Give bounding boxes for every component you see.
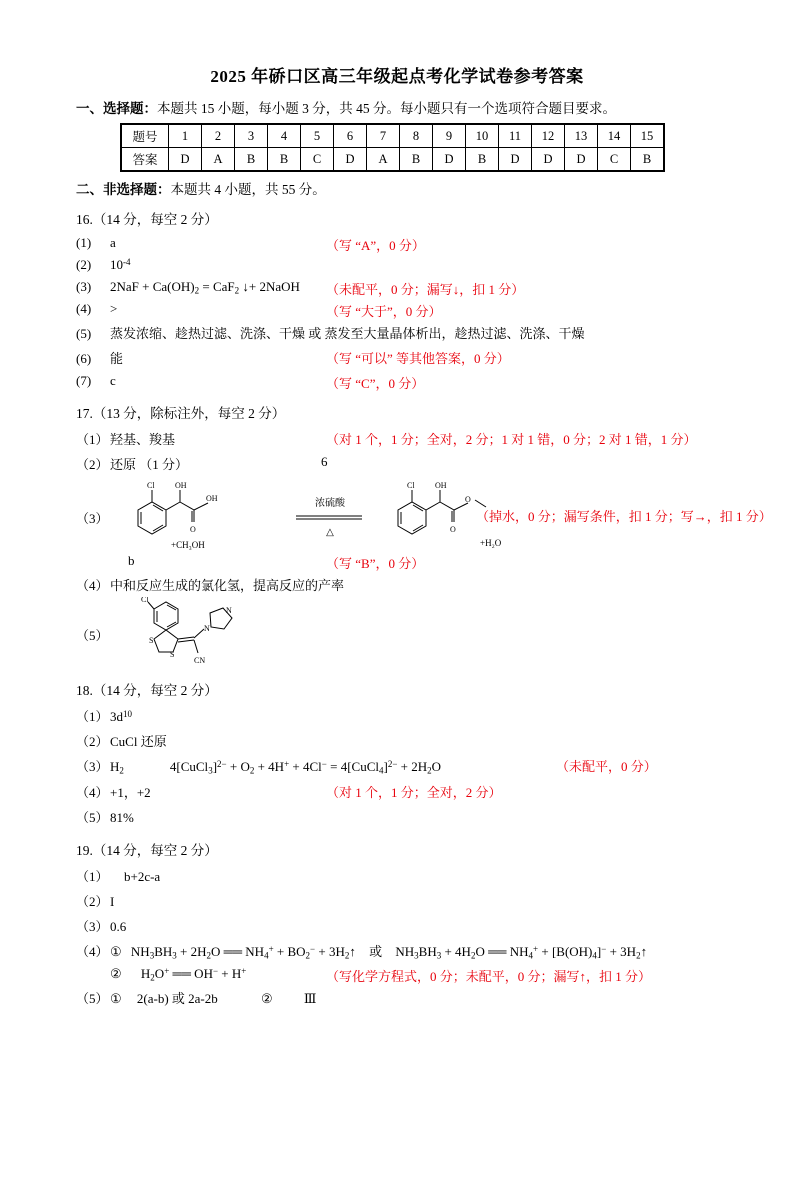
q17-item-3-note: （写 “B”，0 分） [326,556,425,572]
q19-item-3 [76,913,794,938]
mandelic-acid-structure [116,476,316,556]
row-label-number: 题号 [121,124,169,148]
q16-item-6 [76,345,794,370]
q18-item-3-label: （3） [76,759,109,775]
reaction-arrow-group [294,494,366,538]
q18-item-3 [76,753,794,778]
q18-item-4-answer: +1，+2 [110,784,151,800]
q19-item-4-equation-2: $NH_3BH_3 + 4H_2O$ ══ $NH_4^+ + [B(OH)_4]^-$ + $3H_2↑$ [395,943,648,960]
row-label-answer: 答案 [121,148,169,172]
q16-item-5 [76,320,794,345]
q19-item-4-or: 或 [369,943,383,959]
label-water: +H₂O [480,538,502,549]
q17-item-4 [76,572,794,597]
q18-item-3-answer: $H_2$ 4[CuCl$_3$]$^{2-}$ + $O_2 + 4H^+ + 4Cl^-$ = 4[CuCl$_4$]$^{2-}$ + $2H_2O$ [110,759,442,776]
q17-item-5-structure-block [76,597,794,669]
table-cell: 1 [169,124,202,148]
q19-item-2 [76,888,794,913]
q19-item-3-answer: 0.6 [110,918,127,934]
q18-item-5-label: （5） [76,809,109,825]
q16-item-2 [76,254,794,276]
q19-item-5 [76,985,794,1010]
table-cell: 5 [301,124,334,148]
q18-item-1 [76,703,794,728]
q16-item-1-note: （写 “A”，0 分） [326,238,425,253]
table-cell: 7 [367,124,400,148]
label-s-1: S [149,636,154,646]
table-cell: 11 [499,124,532,148]
q19-item-4-circle-2: ② [110,965,122,981]
label-o: O [190,525,196,535]
section-1-heading [76,97,794,117]
q16-item-4 [76,298,794,320]
q17-item-3-answer: b [128,553,135,569]
label-n-1: N [204,624,210,634]
page-title: 2025 年硚口区高三年级起点考化学试卷参考答案 [210,67,584,86]
question-18-heading: 18.（14 分，每空 2 分） [76,683,218,699]
q19-item-5-label: （5） [76,991,109,1007]
q17-item-2-answer: 还原 （1 分） [110,457,189,473]
q17-item-1-note: （对 1 个，1 分；全对，2 分；1 对 1 错，0 分；2 对 1 错，1 分） [326,432,697,448]
q16-item-3 [76,276,794,298]
answer-sheet-page [0,62,794,1185]
table-cell: B [466,148,499,172]
table-cell: 8 [400,124,433,148]
table-cell: 15 [631,124,665,148]
q18-item-3-note: （未配平，0 分） [556,759,657,775]
q19-item-1-answer: b+2c-a [124,868,161,884]
table-cell: B [268,148,301,172]
q16-item-6-answer: 能 [110,351,124,367]
q19-item-5-circle-2: ② [261,991,273,1007]
q17-item-5-label: （5） [76,628,109,644]
q19-item-5-answer-1: 2(a-b) 或 2a-2b [136,991,218,1007]
table-cell: 2 [202,124,235,148]
q18-item-2-answer: CuCl 还原 [110,734,167,750]
label-n-2: N [226,606,232,616]
q16-item-3-answer: $2NaF + Ca(OH)_2 = CaF_2$ ↓+ 2NaOH [110,279,300,296]
section-1-label: 一、选择题： [76,101,157,116]
label-oh-acid: OH [206,494,218,504]
reaction-arrow-icon [294,512,366,522]
q18-item-5-answer: 81% [110,809,134,825]
table-cell: 14 [598,124,631,148]
q18-item-4-label: （4） [76,784,109,800]
q16-item-5-label: (5) [76,326,92,342]
q16-item-6-note: （写 “可以” 等其他答案，0 分） [326,351,510,367]
table-cell: 6 [334,124,367,148]
label-oh-alpha: OH [175,481,187,491]
q19-item-1-label: （1） [76,868,109,884]
label-o-2: O [450,525,456,535]
table-cell: A [367,148,400,172]
question-17-heading: 17.（13 分，除标注外，每空 2 分） [76,406,286,422]
q19-item-4-equation-1: $NH_3BH_3 + 2H_2O$ ══ $NH_4^+ + BO_2^-$ + $3H_2↑$ [130,943,356,960]
q17-item-3-note-right: （掉水，0 分；漏写条件，扣 1 分；写→，扣 1 分） [476,509,772,525]
q16-item-7-note: （写 “C”，0 分） [326,376,425,392]
q17-item-3-label: （3） [76,511,109,527]
q16-item-1-answer: a [110,235,116,250]
table-cell: 12 [532,124,565,148]
q19-item-4-label: （4） [76,943,109,959]
q19-item-4-equation-3: $H_2O^+$ ══ OH− + H+ [140,965,247,983]
q16-item-4-note: （写 “大于”，0 分） [326,304,442,320]
q17-item-1-answer: 羟基、羧基 [110,432,176,448]
q19-item-4 [76,938,794,963]
table-cell: 9 [433,124,466,148]
reagent-below: △ [326,527,334,539]
section-1-text: 本题共 15 小题，每小题 3 分，共 45 分。每小题只有一个选项符合题目要求。 [157,101,616,116]
q17-item-4-answer: 中和反应生成的氯化氢，提高反应的产率 [110,578,345,594]
label-ester-o: O [465,495,471,505]
reagent-above: 浓硫酸 [315,498,345,510]
q16-item-3-label: (3) [76,279,92,295]
q18-item-5 [76,804,794,829]
table-cell: D [334,148,367,172]
question-19-heading: 19.（14 分，每空 2 分） [76,842,218,858]
table-cell: 3 [235,124,268,148]
q19-item-4-note: （写化学方程式，0 分；未配平，0 分；漏写↑，扣 1 分） [326,968,652,984]
q18-item-2-label: （2） [76,734,109,750]
q16-item-6-label: (6) [76,351,92,367]
q16-item-7 [76,370,794,392]
q19-item-4-second [76,963,794,985]
table-cell: D [433,148,466,172]
question-16-heading: 16.（14 分，每空 2 分） [76,212,218,227]
q17-item-2-label: （2） [76,457,109,473]
q17-item-2-extra: 6 [321,454,328,470]
table-cell: 4 [268,124,301,148]
label-cl-3: Cl [141,597,149,605]
q18-item-4-note: （对 1 个，1 分；全对，2 分） [326,784,502,800]
q17-item-2 [76,451,794,476]
answer-table-wrapper [120,123,794,172]
table-cell: A [202,148,235,172]
q18-item-1-label: （1） [76,709,109,725]
q19-item-1 [76,863,794,888]
answer-table [120,123,665,172]
q18-item-1-exponent: 10 [123,709,132,720]
q19-item-4-circle-1: ① [110,943,122,959]
q16-item-7-answer: c [110,373,116,389]
q16-item-1 [76,232,794,254]
label-s-2: S [170,650,175,660]
q16-item-2-answer: 10 [110,257,123,273]
q16-item-1-label: (1) [76,235,92,250]
section-2-heading [76,178,794,198]
q19-item-2-answer: I [110,893,115,909]
q16-item-4-label: (4) [76,301,92,317]
q16-item-7-label: (7) [76,373,92,389]
section-2-text: 本题共 4 小题，共 55 分。 [170,182,326,197]
q18-item-2 [76,728,794,753]
label-cn: CN [194,656,206,666]
q19-item-2-label: （2） [76,893,109,909]
q17-item-1 [76,426,794,451]
table-cell: 10 [466,124,499,148]
q19-item-5-answer-2: Ⅲ [303,991,317,1007]
q18-item-4 [76,779,794,804]
label-cl-2: Cl [407,481,415,491]
table-cell: B [400,148,433,172]
table-row-numbers [121,124,664,148]
imidazole-thiolane-structure [118,597,298,669]
label-cl: Cl [147,481,155,491]
table-cell: C [598,148,631,172]
q18-item-1-answer: 3d [110,709,123,725]
q16-item-3-note: （未配平，0 分；漏写↓，扣 1 分） [326,282,525,298]
q17-item-3-scheme [76,476,794,556]
table-cell: D [169,148,202,172]
table-cell: B [235,148,268,172]
q16-item-5-answer: 蒸发浓缩、趁热过滤、洗涤、干燥 或 蒸发至大量晶体析出，趁热过滤、洗涤、干燥 [110,326,585,342]
q19-item-5-circle-1: ① [110,991,122,1007]
q17-item-4-label: （4） [76,578,109,594]
table-cell: B [631,148,665,172]
q19-item-3-label: （3） [76,918,109,934]
q17-item-3-answer-line [76,550,794,572]
table-row-answers [121,148,664,172]
table-cell: D [532,148,565,172]
label-methanol: +CH₃OH [171,540,205,551]
q16-item-4-answer: > [110,301,118,317]
table-cell: 13 [565,124,598,148]
q17-item-1-label: （1） [76,432,109,448]
table-cell: C [301,148,334,172]
label-oh-alpha-2: OH [435,481,447,491]
table-cell: D [499,148,532,172]
table-cell: D [565,148,598,172]
q16-item-2-label: (2) [76,257,92,273]
section-2-label: 二、非选择题： [76,182,171,197]
q16-item-2-exponent: -4 [123,257,131,267]
